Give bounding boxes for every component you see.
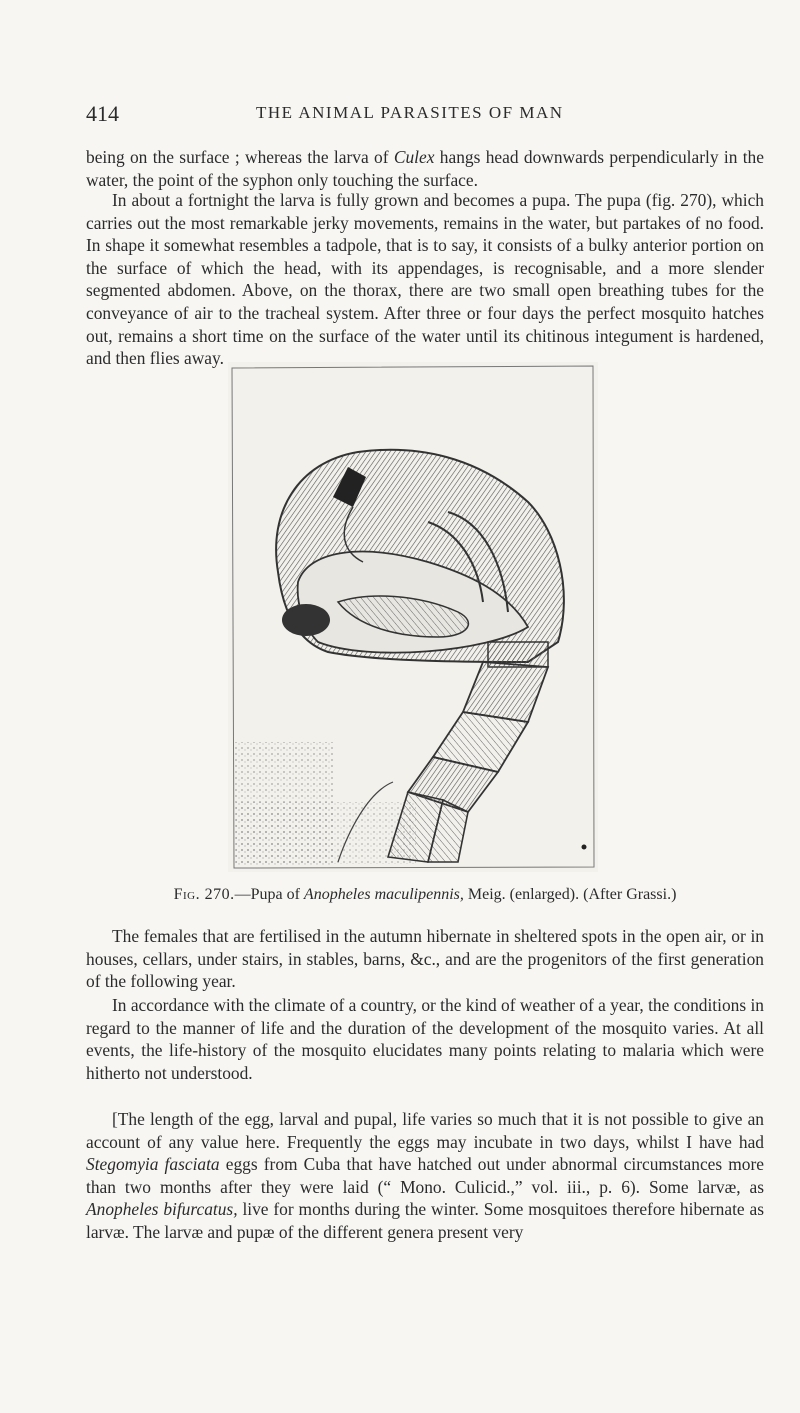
paragraph-5 — [86, 1108, 764, 1244]
page-header — [86, 101, 766, 131]
paragraph-text: [The length of the egg, larval and pupal, life varies so much that it is not possible to give an account of any value here. Frequently the eggs may incubate in two days, whilst I have had — [86, 1109, 764, 1152]
paragraph-text: In about a fortnight the larva is fully grown and becomes a pupa. The pupa (fig. 270), which carries out the most remarkable jerky movements, remains in the water, but partakes of no food. In shape it somewhat resembles a tadpole, that is to say, it consists of a bulky anterior portion on the surface of which the head, with its appendages, is recognisable, and a more slender segmented abdomen. Above, on the thorax, there are two small open breathing tubes for the conveyance of air to the tracheal system. After three or four days the perfect mosquito hatches out, remains a short time on the surface of the water until its chitinous integument is hardened, and then flies away. — [86, 190, 764, 369]
figure-label: Fig. 270. — [173, 886, 235, 903]
pupa-figure — [228, 362, 598, 872]
figure-caption — [86, 886, 764, 904]
italic-term: Stegomyia fasciata — [86, 1154, 220, 1175]
paragraph-text: hangs head downwards perpendicularly in the water, the point of the syphon only touching the surface. — [86, 147, 764, 190]
italic-term: Culex — [393, 147, 435, 167]
caption-text: Meig. (enlarged). (After Grassi.) — [467, 886, 677, 903]
caption-species: Anopheles maculipennis, — [303, 886, 464, 903]
paragraph-3 — [86, 925, 764, 993]
caption-text: —Pupa of — [234, 886, 300, 903]
paragraph-1 — [86, 146, 764, 191]
paragraph-text: being on the surface ; whereas the larva of — [86, 147, 389, 167]
paragraph-text: The females that are fertilised in the autumn hibernate in sheltered spots in the open air, or in houses, cellars, under stairs, in stables, barns, &c., and are the progenitors of the first generation of the following year. — [86, 926, 764, 992]
paragraph-text: live for months during the winter. Some mosquitoes therefore hibernate as larvæ. The larvæ and pupæ of the different genera present very — [86, 1199, 764, 1242]
paragraph-text: eggs from Cuba that have hatched out under abnormal circumstances more than two months after they were laid (“ Mono. Culicid.,” vol. iii., p. 6). Some larvæ, as — [86, 1154, 764, 1197]
page-number: 414 — [86, 101, 119, 126]
pupa-illustration — [228, 362, 598, 872]
italic-term: Anopheles bifurcatus, — [86, 1199, 238, 1220]
paragraph-4 — [86, 994, 764, 1084]
running-title: THE ANIMAL PARASITES OF MAN — [256, 103, 564, 122]
paragraph-2 — [86, 189, 764, 370]
paragraph-text: In accordance with the climate of a country, or the kind of weather of a year, the conditions in regard to the manner of life and the duration of the development of the mosquito varies. At all events, the life-history of the mosquito elucidates many points relating to malaria which were hitherto not understood. — [86, 995, 765, 1083]
